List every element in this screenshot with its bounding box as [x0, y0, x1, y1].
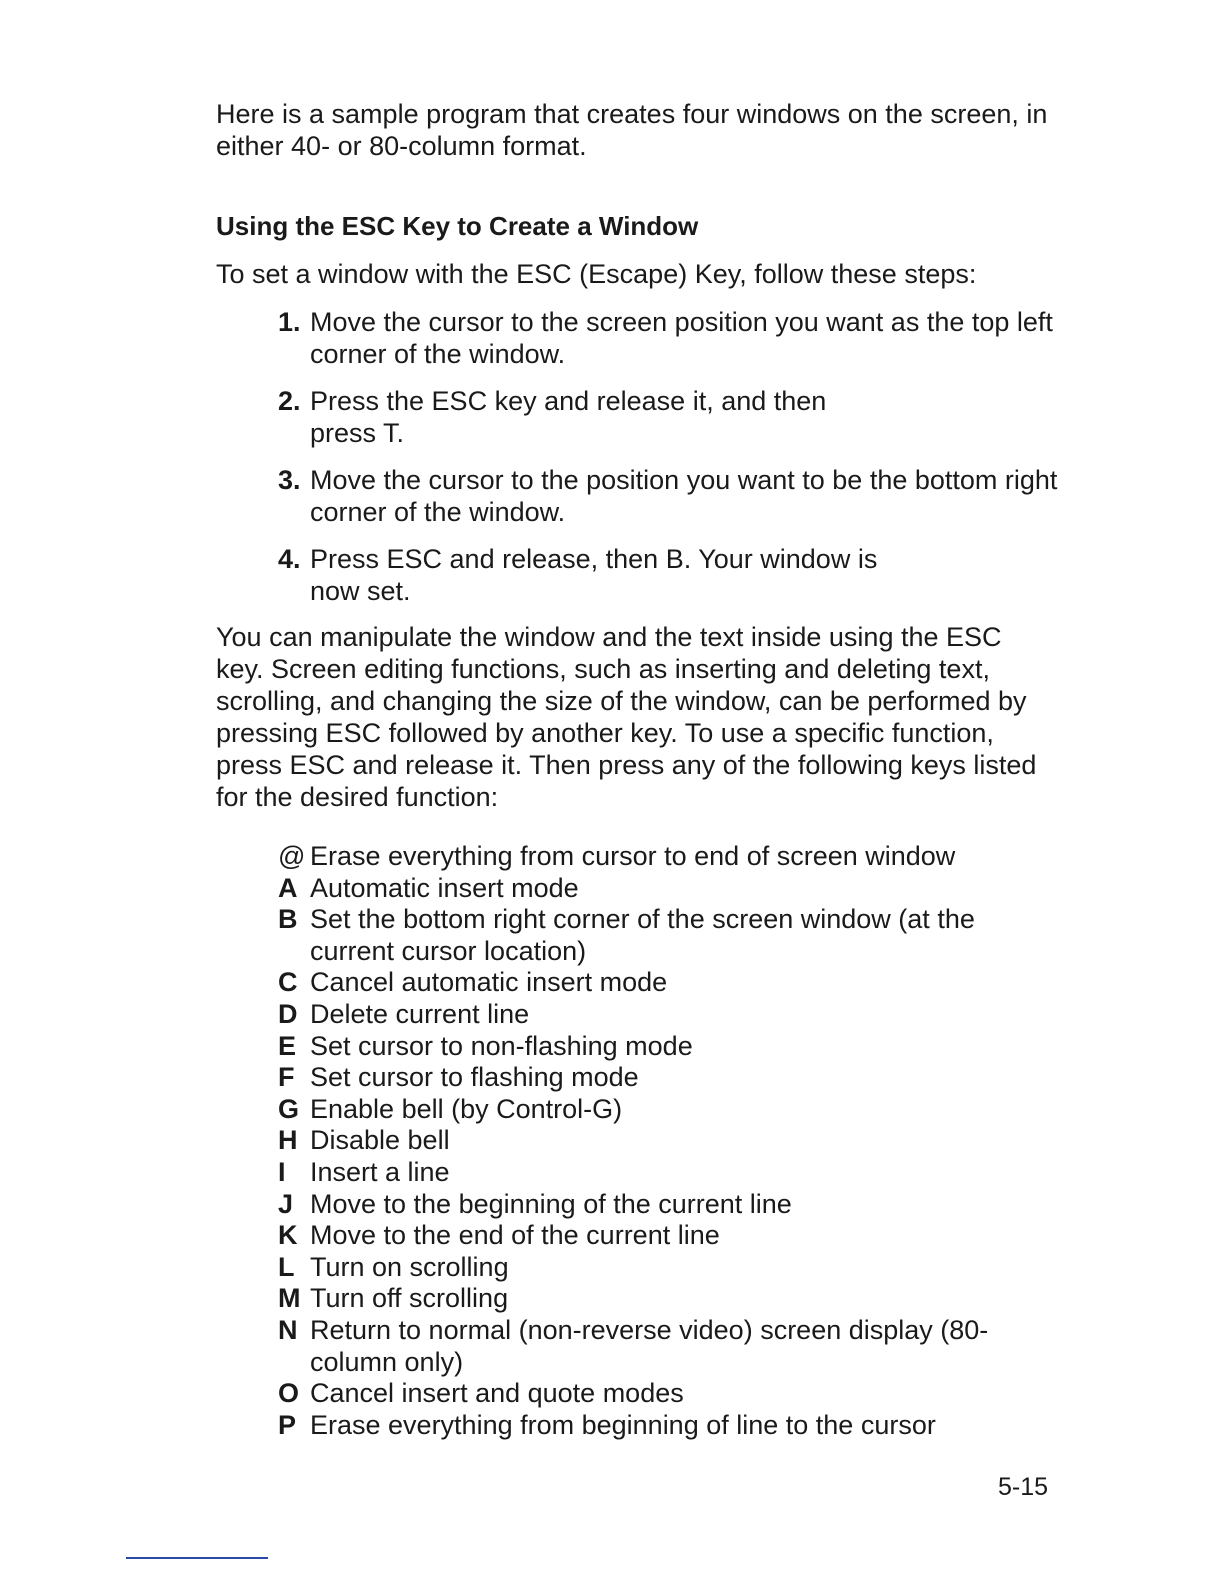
- key-function-row: [278, 841, 1058, 873]
- key-letter: H: [278, 1125, 298, 1156]
- key-letter: B: [278, 904, 298, 935]
- key-letter: @: [278, 841, 306, 871]
- key-letter: F: [278, 1062, 295, 1093]
- key-function-row: [278, 904, 1058, 967]
- step-number: 4.: [278, 544, 301, 574]
- key-description: Erase everything from beginning of line to the cursor: [310, 1409, 936, 1440]
- steps-lead-text: To set a window with the ESC (Escape) Key, follow these steps:: [216, 259, 977, 289]
- key-description: Return to normal (non-reverse video) screen display (80-column only): [310, 1314, 989, 1377]
- key-letter: I: [278, 1156, 286, 1187]
- key-letter: L: [278, 1251, 295, 1282]
- section-heading: Using the ESC Key to Create a Window: [216, 211, 699, 241]
- key-description: Turn off scrolling: [310, 1283, 509, 1314]
- key-function-row: [278, 1410, 1058, 1442]
- key-function-row: [278, 1315, 1058, 1378]
- key-letter: J: [278, 1188, 294, 1219]
- body-paragraph: You can manipulate the window and the text inside using the ESC key. Screen editing functions, such as inserting and deleting text, scrolling, and changing the size of the window, can be performed by pressing ESC followed by another key. To use a specific function, press ESC and release it. Then press any of the following keys listed for the desired function:: [216, 622, 1037, 812]
- step-item: [278, 306, 1058, 370]
- key-letter: C: [278, 967, 298, 998]
- key-function-row: [278, 1378, 1058, 1410]
- page-number: 5-15: [998, 1473, 1049, 1501]
- key-letter: M: [278, 1283, 301, 1314]
- key-description: Enable bell (by Control-G): [310, 1093, 623, 1124]
- key-description: Disable bell: [310, 1125, 450, 1156]
- step-item: [278, 464, 1058, 528]
- key-description: Erase everything from cursor to end of screen window: [310, 841, 956, 871]
- scan-edge-mark: [126, 1557, 268, 1559]
- key-description: Move to the end of the current line: [310, 1220, 720, 1251]
- key-description: Cancel insert and quote modes: [310, 1378, 684, 1409]
- key-function-row: [278, 1125, 1058, 1157]
- key-function-row: [278, 1283, 1058, 1315]
- key-letter: P: [278, 1409, 297, 1440]
- step-text: Move the cursor to the screen position you want as the top left corner of the window.: [310, 307, 1053, 369]
- key-description: Set the bottom right corner of the screen window (at the current cursor location): [310, 904, 975, 966]
- key-function-row: [278, 1094, 1058, 1126]
- step-item: [278, 385, 1058, 449]
- key-function-row: [278, 1062, 1058, 1094]
- document-page: [216, 98, 1058, 1440]
- key-letter: D: [278, 998, 298, 1029]
- key-function-row: [278, 1252, 1058, 1284]
- key-letter: A: [278, 872, 298, 903]
- key-description: Set cursor to flashing mode: [310, 1062, 639, 1093]
- key-description: Move to the beginning of the current line: [310, 1188, 792, 1219]
- key-letter: O: [278, 1378, 300, 1409]
- steps-list: [278, 306, 1058, 622]
- step-text: Press the ESC key and release it, and then press T.: [310, 386, 827, 448]
- key-letter: N: [278, 1314, 298, 1345]
- step-number: 3.: [278, 465, 301, 495]
- key-letter: G: [278, 1093, 300, 1124]
- intro-paragraph: Here is a sample program that creates four windows on the screen, in either 40- or 80-column format.: [216, 99, 1048, 161]
- key-description: Delete current line: [310, 998, 530, 1029]
- key-function-row: [278, 1189, 1058, 1221]
- key-description: Set cursor to non-flashing mode: [310, 1030, 693, 1061]
- key-function-row: [278, 1157, 1058, 1189]
- key-description: Cancel automatic insert mode: [310, 967, 668, 998]
- step-item: [278, 543, 1058, 607]
- key-letter: E: [278, 1030, 297, 1061]
- key-function-row: [278, 1031, 1058, 1063]
- key-function-row: [278, 1220, 1058, 1252]
- step-text: Move the cursor to the position you want to be the bottom right corner of the window.: [310, 465, 1058, 527]
- step-text: Press ESC and release, then B. Your window is now set.: [310, 544, 878, 606]
- step-number: 2.: [278, 386, 301, 416]
- step-number: 1.: [278, 307, 301, 337]
- key-description: Insert a line: [310, 1156, 450, 1187]
- key-description: Turn on scrolling: [310, 1251, 509, 1282]
- key-letter: K: [278, 1220, 298, 1251]
- key-function-row: [278, 999, 1058, 1031]
- key-description: Automatic insert mode: [310, 872, 579, 903]
- esc-key-function-list: [278, 841, 1058, 1441]
- key-function-row: [278, 873, 1058, 905]
- key-function-row: [278, 967, 1058, 999]
